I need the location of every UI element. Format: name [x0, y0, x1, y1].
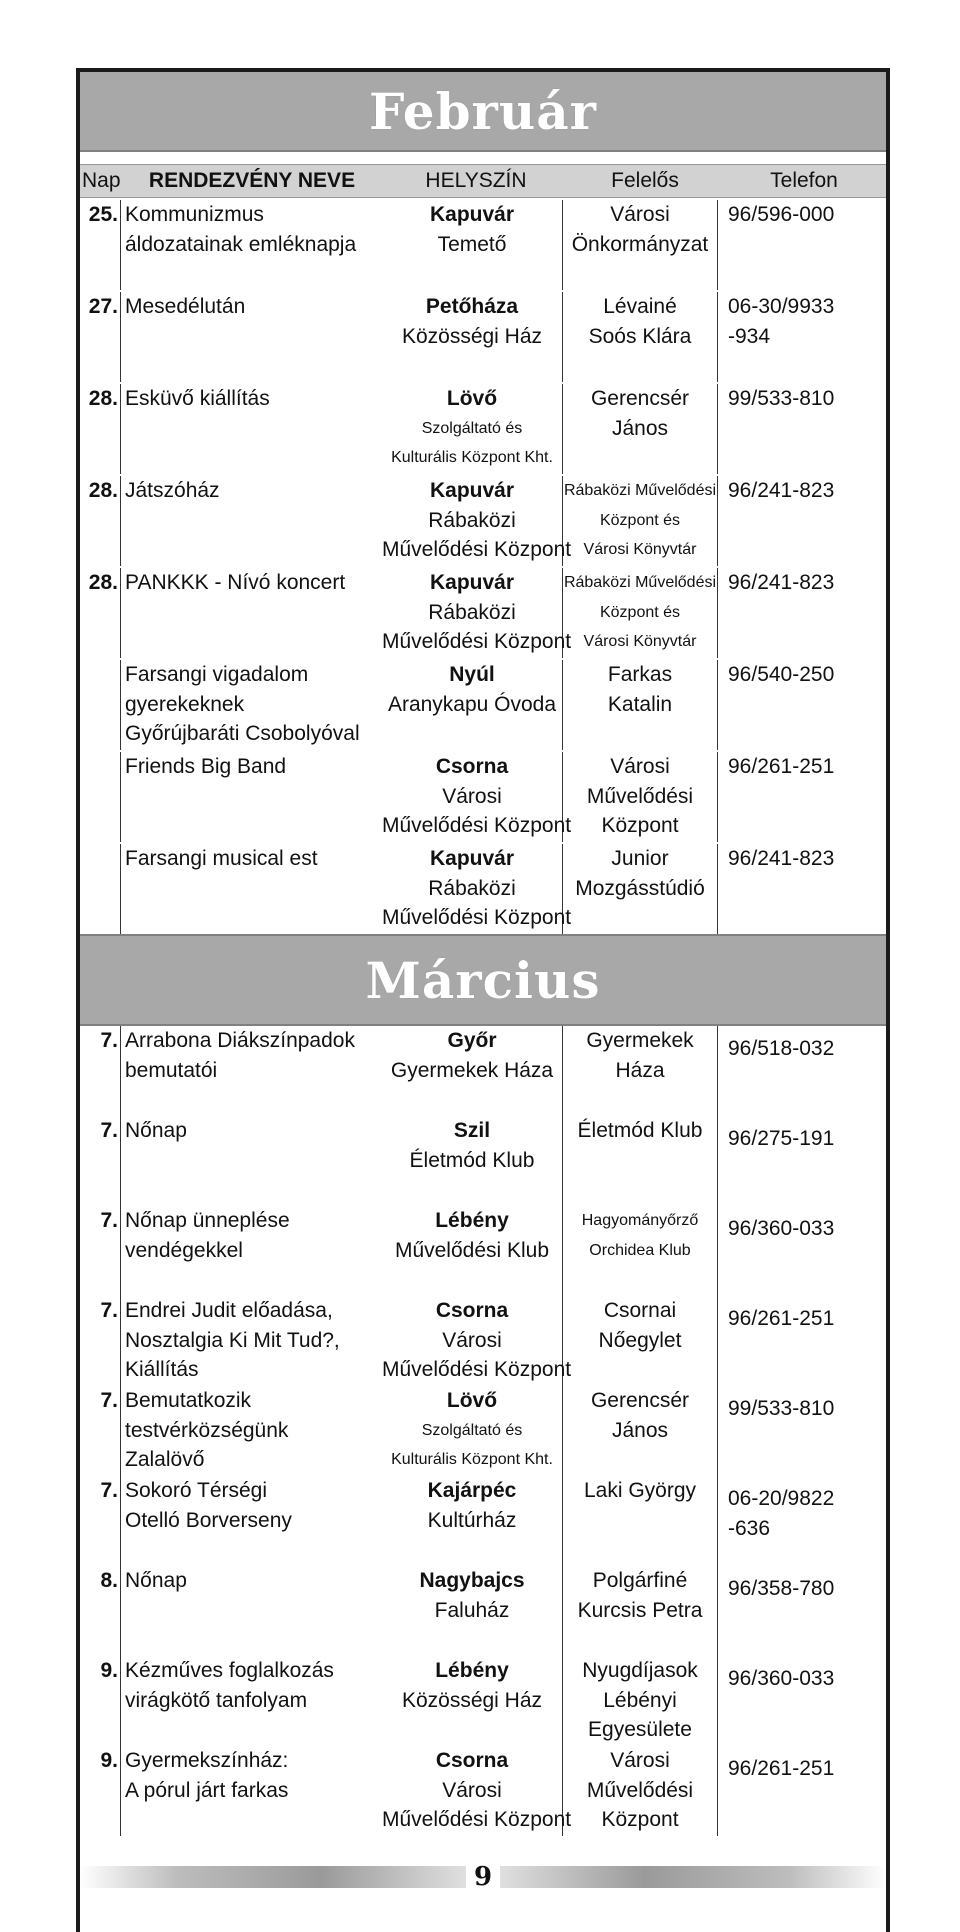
location-venue: Közösségi Ház	[401, 324, 543, 348]
location-venue: Rábaközi	[428, 508, 516, 532]
table-row	[80, 1116, 886, 1206]
event-day	[80, 844, 120, 934]
event-name-line: Gyermekszínház:	[125, 1749, 289, 1772]
event-name	[120, 1026, 382, 1116]
event-responsible-line: Farkas	[607, 663, 673, 686]
header-phone: Telefon	[770, 169, 838, 192]
location-venue: Művelődési Központ	[382, 630, 572, 653]
event-responsible-line: Mozgásstúdió	[575, 876, 705, 900]
event-responsible-line: János	[611, 416, 669, 440]
location-venue: Városi	[442, 1778, 502, 1802]
event-phone-line: 06-20/9822	[728, 1487, 835, 1510]
event-responsible-line: Lébényi	[603, 1688, 677, 1712]
event-phone-line: -934	[728, 324, 771, 348]
location-venue: Közösségi Ház	[401, 1688, 543, 1712]
table-row	[80, 1296, 886, 1386]
event-day: 7.	[100, 1479, 118, 1502]
event-phone	[718, 1026, 884, 1116]
march-event-list	[80, 1026, 886, 1836]
event-name-line: Nőnap ünneplése	[125, 1209, 290, 1232]
event-name-line: bemutatói	[125, 1058, 218, 1082]
location-town: Lébény	[435, 1659, 509, 1682]
event-responsible-line: Gerencsér	[590, 387, 690, 410]
event-day: 9.	[100, 1749, 118, 1772]
event-phone-line: 96/358-780	[728, 1577, 835, 1600]
event-phone	[718, 1566, 884, 1656]
event-name-line: Farsangi vigadalom	[125, 663, 309, 686]
location-town: Nyúl	[449, 663, 495, 686]
event-responsible-line: Városi Könyvtár	[583, 541, 697, 558]
event-phone	[718, 1656, 884, 1746]
event-name	[120, 752, 382, 842]
event-phone-line: 96/275-191	[728, 1127, 835, 1150]
location-venue: Művelődési Központ	[382, 1358, 572, 1381]
event-phone	[718, 1206, 884, 1296]
event-responsible	[563, 752, 718, 842]
event-name-line: Friends Big Band	[125, 755, 287, 778]
event-phone-line: 96/261-251	[728, 1757, 835, 1780]
event-phone	[718, 476, 884, 566]
event-phone	[718, 1116, 884, 1206]
event-name	[120, 1566, 382, 1656]
february-heading-band	[80, 72, 886, 152]
event-day: 7.	[100, 1029, 118, 1052]
table-row	[80, 1566, 886, 1656]
event-phone-line: 99/533-810	[728, 1397, 835, 1420]
event-location	[382, 1206, 563, 1296]
event-phone-line: 96/241-823	[728, 571, 835, 594]
event-location	[382, 384, 563, 474]
header-day: Nap	[82, 169, 121, 192]
event-day: 28.	[88, 571, 118, 594]
event-day: 7.	[100, 1299, 118, 1322]
event-name	[120, 292, 382, 382]
event-name	[120, 1746, 382, 1836]
event-location	[382, 292, 563, 382]
february-title: Február	[369, 81, 597, 141]
event-responsible-line: Központ	[601, 814, 679, 837]
event-name-line: Kommunizmus	[125, 203, 264, 226]
event-responsible	[563, 1206, 718, 1296]
event-responsible-line: Hagyományőrző	[581, 1212, 699, 1229]
event-responsible-line: Lévainé	[603, 295, 677, 318]
location-venue: Művelődési Központ	[382, 538, 572, 561]
event-location	[382, 1026, 563, 1116]
event-name	[120, 1296, 382, 1386]
event-day: 9.	[100, 1659, 118, 1682]
february-event-list	[80, 198, 886, 934]
event-phone-line: 06-30/9933	[728, 295, 835, 318]
event-responsible-line: Központ és	[599, 511, 681, 529]
location-town: Kapuvár	[429, 571, 515, 594]
location-town: Kapuvár	[429, 479, 515, 502]
event-responsible-line: Rábaközi Művelődési	[563, 574, 717, 591]
event-location	[382, 1746, 572, 1836]
event-responsible-line: Soós Klára	[588, 324, 692, 348]
event-name-line: áldozatainak emléknapja	[125, 232, 357, 256]
event-location	[382, 752, 572, 842]
event-responsible	[563, 1296, 718, 1386]
event-name-line: Sokoró Térségi	[125, 1479, 268, 1502]
event-phone	[718, 1476, 884, 1566]
event-responsible-line: Művelődési	[586, 1778, 694, 1802]
location-town: Nagybajcs	[419, 1569, 525, 1592]
event-location	[382, 1296, 572, 1386]
table-row	[80, 750, 886, 842]
march-title: Március	[365, 950, 601, 1010]
event-responsible-line: Kurcsis Petra	[577, 1598, 703, 1622]
event-responsible-line: Polgárfiné	[592, 1569, 688, 1592]
event-phone-line: 96/518-032	[728, 1037, 835, 1060]
location-venue: Temető	[437, 232, 507, 256]
table-header	[80, 164, 886, 198]
header-responsible: Felelős	[611, 169, 679, 192]
event-name-line: Kézműves foglalkozás	[125, 1659, 334, 1682]
event-responsible	[563, 1386, 718, 1476]
event-responsible-line: Művelődési	[586, 784, 694, 808]
event-responsible	[563, 1656, 718, 1746]
location-venue: Városi	[442, 784, 502, 808]
event-day: 7.	[100, 1209, 118, 1232]
event-name-line: Otelló Borverseny	[125, 1508, 292, 1532]
event-day: 27.	[88, 295, 118, 318]
location-town: Győr	[447, 1029, 497, 1052]
location-venue: Művelődési Klub	[394, 1238, 550, 1262]
event-phone	[718, 1746, 884, 1836]
event-location	[382, 1386, 563, 1476]
event-phone	[718, 660, 884, 750]
event-responsible	[563, 476, 718, 566]
march-heading-band	[80, 934, 886, 1026]
event-responsible-line: Nőegylet	[598, 1328, 682, 1352]
location-town: Csorna	[435, 755, 509, 778]
event-name-line: Esküvő kiállítás	[125, 387, 270, 410]
event-name	[120, 1116, 382, 1206]
location-venue: Kulturális Központ Kht.	[391, 449, 553, 466]
table-row	[80, 1476, 886, 1566]
event-responsible-line: Gerencsér	[590, 1389, 690, 1412]
event-name-line: Kiállítás	[125, 1358, 199, 1381]
event-name-line: vendégekkel	[125, 1238, 243, 1262]
header-event-name: RENDEZVÉNY NEVE	[148, 169, 356, 192]
event-day: 25.	[88, 203, 118, 226]
event-location	[382, 1116, 563, 1206]
event-responsible	[563, 660, 718, 750]
event-responsible-line: Városi Könyvtár	[583, 633, 697, 650]
event-location	[382, 1656, 563, 1746]
location-venue: Kulturális Központ Kht.	[391, 1451, 553, 1468]
event-name	[120, 200, 382, 290]
event-responsible-line: Központ és	[599, 603, 681, 621]
event-phone	[718, 200, 884, 290]
event-phone	[718, 568, 884, 658]
event-name-line: Nőnap	[125, 1119, 187, 1142]
event-responsible	[563, 1026, 718, 1116]
location-venue: Életmód Klub	[409, 1148, 535, 1172]
event-name	[120, 476, 382, 566]
event-responsible-line: Katalin	[607, 692, 673, 716]
event-name-line: A pórul járt farkas	[125, 1778, 289, 1802]
table-row	[80, 198, 886, 290]
event-responsible-line: Egyesülete	[588, 1718, 692, 1741]
location-venue: Szolgáltató és	[421, 1421, 523, 1439]
event-phone	[718, 292, 884, 382]
event-responsible	[563, 844, 718, 934]
event-responsible	[563, 1476, 718, 1566]
event-phone-line: 96/261-251	[728, 755, 835, 778]
event-responsible-line: Junior	[611, 847, 669, 870]
location-town: Kapuvár	[429, 847, 515, 870]
event-day: 28.	[88, 479, 118, 502]
table-row	[80, 566, 886, 658]
location-venue: Aranykapu Óvoda	[387, 692, 557, 716]
location-venue: Rábaközi	[428, 876, 516, 900]
event-name-line: Arrabona Diákszínpadok	[125, 1029, 355, 1052]
location-town: Kajárpéc	[427, 1479, 517, 1502]
event-responsible-line: Gyermekek	[586, 1029, 694, 1052]
table-row	[80, 1206, 886, 1296]
event-name-line: PANKKK - Nívó koncert	[125, 571, 346, 594]
event-phone	[718, 384, 884, 474]
event-responsible-line: Háza	[615, 1058, 665, 1082]
location-town: Csorna	[435, 1299, 509, 1322]
event-name-line: Farsangi musical est	[125, 847, 318, 870]
event-responsible-line: Csornai	[603, 1299, 677, 1322]
event-responsible	[563, 200, 718, 290]
event-name-line: Endrei Judit előadása,	[125, 1299, 333, 1322]
event-day	[80, 660, 120, 750]
event-phone	[718, 1296, 884, 1386]
event-name-line: Nosztalgia Ki Mit Tud?,	[125, 1328, 340, 1352]
event-phone-line: 96/360-033	[728, 1217, 835, 1240]
event-location	[382, 1566, 563, 1656]
event-location	[382, 476, 572, 566]
event-name-line: testvérközségünk	[125, 1418, 289, 1442]
event-responsible-line: Rábaközi Művelődési	[563, 482, 717, 499]
event-day: 7.	[100, 1389, 118, 1412]
event-phone-line: 96/241-823	[728, 479, 835, 502]
table-row	[80, 1026, 886, 1116]
location-venue: Művelődési Központ	[382, 814, 572, 837]
location-town: Szil	[453, 1119, 491, 1142]
event-location	[382, 568, 572, 658]
event-location	[382, 1476, 563, 1566]
event-name	[120, 1206, 382, 1296]
table-row	[80, 842, 886, 934]
event-name-line: gyerekeknek	[125, 692, 245, 716]
event-name	[120, 568, 382, 658]
event-day: 7.	[100, 1119, 118, 1142]
event-name-line: Zalalövő	[125, 1448, 205, 1471]
event-name	[120, 844, 382, 934]
event-phone-line: 96/241-823	[728, 847, 835, 870]
location-town: Csorna	[435, 1749, 509, 1772]
event-name	[120, 384, 382, 474]
event-responsible-line: Életmód Klub	[577, 1119, 703, 1142]
header-location: HELYSZÍN	[425, 169, 527, 192]
event-responsible	[563, 1746, 718, 1836]
event-name-line: Győrújbaráti Csobolyóval	[125, 722, 360, 745]
event-name-line: Játszóház	[125, 479, 220, 502]
location-town: Lövő	[446, 1389, 498, 1412]
location-town: Kapuvár	[429, 203, 515, 226]
event-phone	[718, 1386, 884, 1476]
table-row	[80, 1656, 886, 1746]
program-page	[76, 68, 890, 1932]
event-responsible-line: Nyugdíjasok	[582, 1659, 698, 1682]
event-phone-line: 99/533-810	[728, 387, 835, 410]
table-row	[80, 474, 886, 566]
event-phone-line: 96/596-000	[728, 203, 835, 226]
location-venue: Kultúrház	[427, 1508, 517, 1532]
event-name-line: virágkötő tanfolyam	[125, 1688, 308, 1712]
location-venue: Művelődési Központ	[382, 1808, 572, 1831]
event-name-line: Mesedélután	[125, 295, 246, 318]
event-responsible-line: Laki György	[583, 1479, 697, 1502]
location-venue: Szolgáltató és	[421, 419, 523, 437]
location-town: Lövő	[446, 387, 498, 410]
event-location	[382, 844, 572, 934]
event-name	[120, 1386, 382, 1476]
location-town: Petőháza	[425, 295, 519, 318]
event-day: 28.	[88, 387, 118, 410]
event-responsible-line: Központ	[601, 1808, 679, 1831]
event-day	[80, 752, 120, 842]
event-phone-line: -636	[728, 1516, 771, 1540]
event-responsible-line: Városi	[610, 203, 670, 226]
page-number: 9	[466, 1862, 500, 1892]
page-footer	[80, 1848, 886, 1932]
event-responsible-line: Városi	[610, 1749, 670, 1772]
event-phone-line: 96/360-033	[728, 1667, 835, 1690]
event-phone	[718, 752, 884, 842]
table-row	[80, 290, 886, 382]
table-row	[80, 382, 886, 474]
table-row	[80, 1386, 886, 1476]
location-venue: Rábaközi	[428, 600, 516, 624]
location-venue: Gyermekek Háza	[390, 1058, 554, 1082]
event-location	[382, 200, 563, 290]
location-venue: Művelődési Központ	[382, 906, 572, 929]
event-name-line: Bemutatkozik	[125, 1389, 252, 1412]
event-responsible-line: Önkormányzat	[571, 232, 709, 256]
event-responsible-line: Orchidea Klub	[589, 1241, 691, 1259]
location-venue: Városi	[442, 1328, 502, 1352]
event-name	[120, 660, 382, 750]
table-row	[80, 1746, 886, 1836]
event-name	[120, 1656, 382, 1746]
event-phone	[718, 844, 884, 934]
event-responsible-line: János	[611, 1418, 669, 1442]
location-town: Lébény	[435, 1209, 509, 1232]
event-responsible-line: Városi	[610, 755, 670, 778]
event-name	[120, 1476, 382, 1566]
event-location	[382, 660, 563, 750]
table-row	[80, 658, 886, 750]
event-responsible	[563, 1566, 718, 1656]
event-responsible	[563, 292, 718, 382]
location-venue: Faluház	[434, 1598, 510, 1622]
event-day: 8.	[100, 1569, 118, 1592]
event-responsible	[563, 384, 718, 474]
event-name-line: Nőnap	[125, 1569, 187, 1592]
event-phone-line: 96/540-250	[728, 663, 835, 686]
event-responsible	[563, 568, 718, 658]
event-phone-line: 96/261-251	[728, 1307, 835, 1330]
event-responsible	[563, 1116, 718, 1206]
